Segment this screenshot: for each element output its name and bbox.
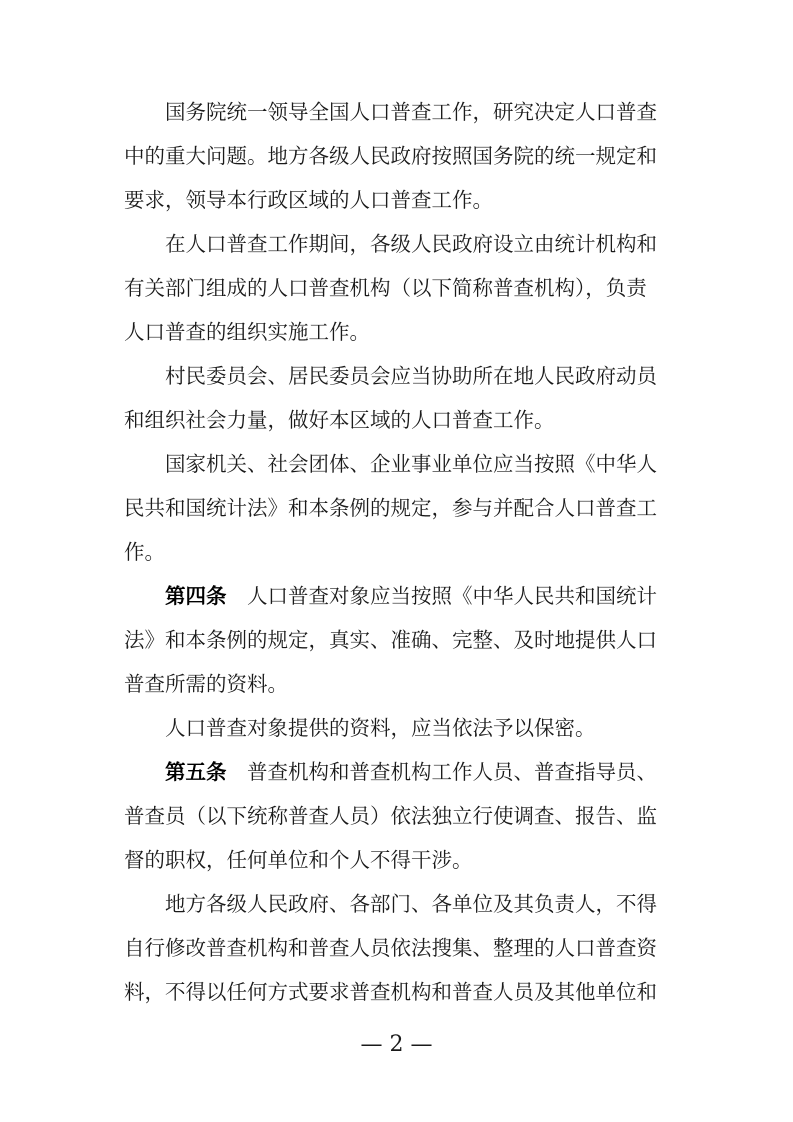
article-5-heading: 第五条 <box>165 760 227 784</box>
paragraph-line: 民共和国统计法》和本条例的规定，参与并配合人口普查工 <box>124 496 657 520</box>
paragraph-line: 国家机关、社会团体、企业事业单位应当按照《中华人 <box>124 452 657 476</box>
article-5-line <box>124 757 657 787</box>
paragraph-line: 料，不得以任何方式要求普查机构和普查人员及其他单位和 <box>124 980 657 1004</box>
paragraph-line: 人口普查的组织实施工作。 <box>124 320 370 344</box>
article-4-heading: 第四条 <box>165 584 227 608</box>
article-5-text: 普查机构和普查机构工作人员、普查指导员、 <box>226 760 657 784</box>
article-4-text: 人口普查对象应当按照《中华人民共和国统计 <box>226 584 657 608</box>
paragraph-line: 中的重大问题。地方各级人民政府按照国务院的统一规定和 <box>124 144 657 168</box>
paragraph-line: 在人口普查工作期间，各级人民政府设立由统计机构和 <box>124 232 657 256</box>
page-number: — 2 — <box>360 1032 433 1057</box>
paragraph-line: 村民委员会、居民委员会应当协助所在地人民政府动员 <box>124 364 657 388</box>
paragraph-line: 督的职权，任何单位和个人不得干涉。 <box>124 848 473 872</box>
paragraph-line: 人口普查对象提供的资料，应当依法予以保密。 <box>124 716 596 740</box>
paragraph-line: 法》和本条例的规定，真实、准确、完整、及时地提供人口 <box>124 628 657 652</box>
paragraph-line: 普查所需的资料。 <box>124 672 288 696</box>
paragraph-line: 有关部门组成的人口普查机构（以下简称普查机构），负责 <box>124 276 647 300</box>
paragraph-line: 作。 <box>124 540 165 564</box>
paragraph-line: 地方各级人民政府、各部门、各单位及其负责人，不得 <box>124 892 657 916</box>
paragraph-line: 要求，领导本行政区域的人口普查工作。 <box>124 188 493 212</box>
paragraph-line: 自行修改普查机构和普查人员依法搜集、整理的人口普查资 <box>124 936 657 960</box>
paragraph-line: 国务院统一领导全国人口普查工作，研究决定人口普查 <box>124 100 657 124</box>
article-4-line <box>124 581 657 611</box>
paragraph-line: 普查员（以下统称普查人员）依法独立行使调查、报告、监 <box>124 804 657 828</box>
paragraph-line: 和组织社会力量，做好本区域的人口普查工作。 <box>124 408 555 432</box>
